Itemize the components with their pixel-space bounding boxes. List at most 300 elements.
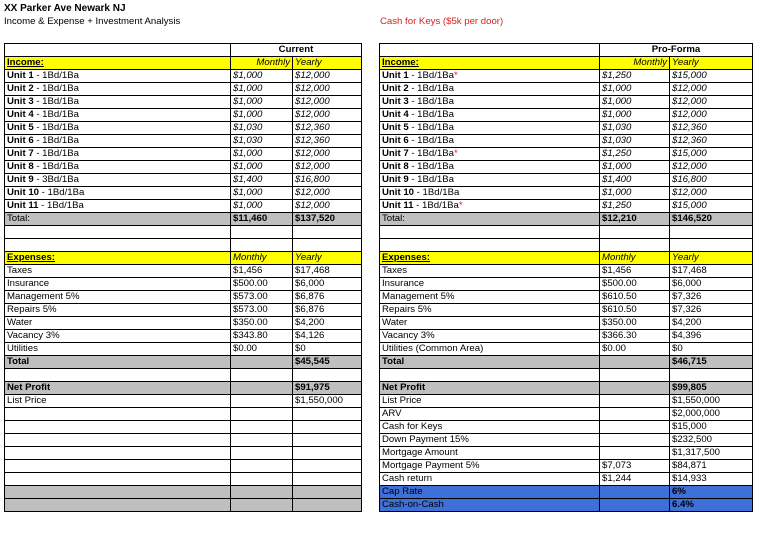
- blank-row: [380, 226, 753, 239]
- cell[interactable]: [5, 369, 231, 382]
- unit-yearly[interactable]: $16,800: [293, 174, 362, 187]
- unit-yearly[interactable]: $12,000: [293, 109, 362, 122]
- cell[interactable]: [231, 434, 293, 447]
- unit-label-cell[interactable]: [5, 122, 231, 135]
- unit-yearly[interactable]: $12,000: [670, 83, 753, 96]
- cell[interactable]: [293, 447, 362, 460]
- investment-monthly[interactable]: [600, 434, 670, 447]
- cell[interactable]: [5, 408, 231, 421]
- current-column-header[interactable]: Current: [231, 44, 362, 57]
- investment-label[interactable]: Mortgage Payment 5%: [380, 460, 600, 473]
- expense-label[interactable]: Utilities: [5, 343, 231, 356]
- investment-monthly[interactable]: [600, 408, 670, 421]
- income-label[interactable]: Income:: [380, 57, 600, 70]
- unit-row: [5, 200, 362, 213]
- unit-label-cell[interactable]: [5, 148, 231, 161]
- expense-monthly[interactable]: $0.00: [600, 343, 670, 356]
- cell[interactable]: [5, 44, 231, 57]
- unit-label-cell[interactable]: [5, 161, 231, 174]
- unit-type: - 1Bd/1Ba: [408, 70, 454, 81]
- unit-yearly[interactable]: $12,000: [670, 161, 753, 174]
- expense-label[interactable]: Water: [380, 317, 600, 330]
- expense-row: [5, 304, 362, 317]
- expense-yearly[interactable]: $6,876: [293, 291, 362, 304]
- unit-yearly[interactable]: $12,000: [670, 109, 753, 122]
- investment-label[interactable]: Cash return: [380, 473, 600, 486]
- total-yearly[interactable]: $137,520: [293, 213, 362, 226]
- cell[interactable]: [293, 421, 362, 434]
- income-label[interactable]: Income:: [5, 57, 231, 70]
- net-profit-label[interactable]: Net Profit: [380, 382, 600, 395]
- cell[interactable]: [231, 447, 293, 460]
- cell[interactable]: [231, 382, 293, 395]
- empty-row: [5, 460, 362, 473]
- cell[interactable]: [5, 226, 231, 239]
- unit-yearly[interactable]: $12,360: [293, 135, 362, 148]
- unit-monthly[interactable]: $1,030: [231, 135, 293, 148]
- investment-yearly[interactable]: $1,550,000: [670, 395, 753, 408]
- cell[interactable]: [231, 369, 293, 382]
- expense-label[interactable]: Taxes: [380, 265, 600, 278]
- unit-yearly[interactable]: $16,800: [670, 174, 753, 187]
- unit-row: [380, 161, 753, 174]
- cell[interactable]: [293, 486, 362, 499]
- unit-monthly[interactable]: $1,000: [600, 109, 670, 122]
- unit-asterisk: *: [454, 70, 458, 81]
- unit-monthly[interactable]: $1,400: [231, 174, 293, 187]
- cap-rate-value[interactable]: 6%: [670, 486, 753, 499]
- unit-monthly[interactable]: $1,000: [231, 161, 293, 174]
- unit-label-cell[interactable]: [380, 174, 600, 187]
- unit-label-cell[interactable]: [380, 109, 600, 122]
- pro-forma-income-header-row: [380, 57, 753, 70]
- unit-monthly[interactable]: $1,000: [231, 70, 293, 83]
- unit-name: Unit 10: [382, 187, 414, 198]
- unit-label-cell[interactable]: [5, 109, 231, 122]
- expense-row: [380, 330, 753, 343]
- pro-forma-net-profit-row: [380, 382, 753, 395]
- unit-row: [5, 174, 362, 187]
- unit-yearly[interactable]: $12,000: [293, 148, 362, 161]
- unit-type: - 1Bd/1Ba: [408, 148, 454, 159]
- cell[interactable]: [380, 44, 600, 57]
- cell[interactable]: [670, 226, 753, 239]
- unit-row: [380, 200, 753, 213]
- cell[interactable]: [293, 499, 362, 512]
- unit-type: - 1Bd/1Ba: [408, 161, 454, 172]
- unit-row: [380, 70, 753, 83]
- cell[interactable]: [293, 369, 362, 382]
- expense-yearly[interactable]: $0: [293, 343, 362, 356]
- unit-type: - 3Bd/1Ba: [33, 174, 79, 185]
- unit-yearly[interactable]: $12,360: [670, 122, 753, 135]
- net-profit-label[interactable]: Net Profit: [5, 382, 231, 395]
- empty-row: [5, 486, 362, 499]
- unit-type: - 1Bd/1Ba: [408, 135, 454, 146]
- expense-label[interactable]: Management 5%: [5, 291, 231, 304]
- current-expense-total-row: [5, 356, 362, 369]
- net-profit-yearly[interactable]: $99,805: [670, 382, 753, 395]
- unit-label-cell[interactable]: [5, 135, 231, 148]
- unit-label-cell[interactable]: [380, 122, 600, 135]
- pro-forma-analysis-table: [379, 43, 753, 512]
- investment-label[interactable]: List Price: [380, 395, 600, 408]
- unit-row: [380, 148, 753, 161]
- unit-monthly[interactable]: $1,000: [231, 200, 293, 213]
- cell[interactable]: [293, 460, 362, 473]
- unit-yearly[interactable]: $12,000: [670, 96, 753, 109]
- unit-label-cell[interactable]: [380, 200, 600, 213]
- cell[interactable]: [380, 369, 600, 382]
- investment-label[interactable]: Mortgage Amount: [380, 447, 600, 460]
- yearly-label[interactable]: Yearly: [670, 57, 753, 70]
- investment-yearly[interactable]: $232,500: [670, 434, 753, 447]
- expense-label[interactable]: Management 5%: [380, 291, 600, 304]
- unit-label-cell[interactable]: [5, 96, 231, 109]
- unit-name: Unit 5: [382, 122, 409, 133]
- unit-yearly[interactable]: $12,000: [293, 200, 362, 213]
- yearly-label[interactable]: Yearly: [670, 252, 753, 265]
- expense-label[interactable]: Taxes: [5, 265, 231, 278]
- blank-row: [5, 369, 362, 382]
- unit-monthly[interactable]: $1,000: [231, 83, 293, 96]
- investment-row: [380, 460, 753, 473]
- expense-yearly[interactable]: $17,468: [293, 265, 362, 278]
- unit-name: Unit 8: [382, 161, 409, 172]
- expense-row: [380, 317, 753, 330]
- expense-label[interactable]: Insurance: [5, 278, 231, 291]
- expense-row: [5, 291, 362, 304]
- unit-type: - 1Bd/1Ba: [39, 187, 85, 198]
- unit-monthly[interactable]: $1,000: [231, 148, 293, 161]
- cell[interactable]: [5, 460, 231, 473]
- blank-row: [380, 369, 753, 382]
- expense-monthly[interactable]: $350.00: [600, 317, 670, 330]
- unit-label-cell[interactable]: [5, 200, 231, 213]
- unit-yearly[interactable]: $15,000: [670, 148, 753, 161]
- cell[interactable]: [600, 226, 670, 239]
- expense-monthly[interactable]: $500.00: [231, 278, 293, 291]
- yearly-label[interactable]: Yearly: [293, 252, 362, 265]
- unit-monthly[interactable]: $1,000: [600, 83, 670, 96]
- unit-row: [380, 109, 753, 122]
- unit-yearly[interactable]: $12,000: [293, 70, 362, 83]
- unit-monthly[interactable]: $1,000: [600, 187, 670, 200]
- monthly-label[interactable]: Monthly: [600, 252, 670, 265]
- cell[interactable]: [600, 239, 670, 252]
- cap-rate-label[interactable]: Cap Rate: [380, 486, 600, 499]
- list-price-row: [5, 395, 362, 408]
- expense-yearly[interactable]: $0: [670, 343, 753, 356]
- expense-monthly[interactable]: $0.00: [231, 343, 293, 356]
- cell[interactable]: [231, 356, 293, 369]
- unit-label-cell[interactable]: [380, 83, 600, 96]
- unit-monthly[interactable]: $1,030: [600, 122, 670, 135]
- expense-yearly[interactable]: $4,200: [293, 317, 362, 330]
- unit-type: - 1Bd/1Ba: [414, 187, 460, 198]
- investment-monthly[interactable]: $1,244: [600, 473, 670, 486]
- unit-monthly[interactable]: $1,000: [231, 96, 293, 109]
- monthly-label[interactable]: Monthly: [231, 57, 293, 70]
- cash-on-cash-label[interactable]: Cash-on-Cash: [380, 499, 600, 512]
- current-expenses-header-row: [5, 252, 362, 265]
- cell[interactable]: [380, 226, 600, 239]
- expenses-label[interactable]: Expenses:: [5, 252, 231, 265]
- cell[interactable]: [600, 486, 670, 499]
- expense-label[interactable]: Repairs 5%: [5, 304, 231, 317]
- unit-label-cell[interactable]: [5, 70, 231, 83]
- investment-yearly[interactable]: $2,000,000: [670, 408, 753, 421]
- expense-row: [380, 343, 753, 356]
- cell[interactable]: [600, 499, 670, 512]
- empty-row: [5, 434, 362, 447]
- unit-label-cell[interactable]: [5, 187, 231, 200]
- cell[interactable]: [5, 447, 231, 460]
- unit-yearly[interactable]: $12,000: [293, 161, 362, 174]
- pro-forma-column-header[interactable]: Pro-Forma: [600, 44, 753, 57]
- expense-yearly[interactable]: $17,468: [670, 265, 753, 278]
- empty-row: [5, 421, 362, 434]
- unit-monthly[interactable]: $1,030: [600, 135, 670, 148]
- investment-monthly[interactable]: [600, 421, 670, 434]
- unit-monthly[interactable]: $1,000: [231, 187, 293, 200]
- cell[interactable]: [293, 239, 362, 252]
- expense-label[interactable]: Utilities (Common Area): [380, 343, 600, 356]
- unit-label-cell[interactable]: [380, 161, 600, 174]
- empty-row: [5, 447, 362, 460]
- blank-row: [5, 226, 362, 239]
- blank-row: [5, 239, 362, 252]
- unit-monthly[interactable]: $1,250: [600, 70, 670, 83]
- unit-yearly[interactable]: $15,000: [670, 70, 753, 83]
- unit-name: Unit 4: [7, 109, 34, 120]
- pro-forma-expense-rows: [380, 265, 753, 356]
- unit-row: [5, 148, 362, 161]
- expense-yearly[interactable]: $6,000: [670, 278, 753, 291]
- expense-monthly[interactable]: $366.30: [600, 330, 670, 343]
- cell[interactable]: [231, 395, 293, 408]
- expense-monthly[interactable]: $573.00: [231, 291, 293, 304]
- cell[interactable]: [293, 434, 362, 447]
- expense-row: [5, 317, 362, 330]
- expense-monthly[interactable]: $610.50: [600, 291, 670, 304]
- total-yearly[interactable]: $146,520: [670, 213, 753, 226]
- expense-label[interactable]: Water: [5, 317, 231, 330]
- unit-label-cell[interactable]: [5, 83, 231, 96]
- investment-row: [380, 473, 753, 486]
- pro-forma-header-row: [380, 44, 753, 57]
- monthly-label[interactable]: Monthly: [600, 57, 670, 70]
- cell[interactable]: [231, 499, 293, 512]
- unit-label-cell[interactable]: [380, 96, 600, 109]
- expense-monthly[interactable]: $343.80: [231, 330, 293, 343]
- unit-yearly[interactable]: $15,000: [670, 200, 753, 213]
- unit-row: [5, 70, 362, 83]
- unit-type: - 1Bd/1Ba: [33, 148, 79, 159]
- expense-label[interactable]: Repairs 5%: [380, 304, 600, 317]
- cell[interactable]: [380, 239, 600, 252]
- unit-yearly[interactable]: $12,000: [293, 187, 362, 200]
- total-label[interactable]: Total:: [380, 213, 600, 226]
- expense-total-label[interactable]: Total: [380, 356, 600, 369]
- cell[interactable]: [5, 434, 231, 447]
- cell[interactable]: [293, 408, 362, 421]
- expense-yearly[interactable]: $7,326: [670, 304, 753, 317]
- expense-yearly[interactable]: $6,000: [293, 278, 362, 291]
- cell[interactable]: [600, 369, 670, 382]
- current-expense-rows: [5, 265, 362, 356]
- unit-name: Unit 9: [7, 174, 34, 185]
- unit-name: Unit 6: [7, 135, 34, 146]
- investment-row: [380, 447, 753, 460]
- unit-name: Unit 7: [382, 148, 409, 159]
- unit-type: - 1Bd/1Ba: [33, 70, 79, 81]
- cell[interactable]: [670, 369, 753, 382]
- unit-monthly[interactable]: $1,250: [600, 200, 670, 213]
- unit-row: [5, 187, 362, 200]
- cell[interactable]: [600, 356, 670, 369]
- unit-name: Unit 11: [7, 200, 39, 211]
- unit-yearly[interactable]: $12,360: [293, 122, 362, 135]
- sheet-subtitle: Income & Expense + Investment Analysis: [4, 16, 181, 27]
- cash-for-keys-note: Cash for Keys ($5k per door): [380, 16, 504, 27]
- cell[interactable]: [231, 460, 293, 473]
- expense-monthly[interactable]: $610.50: [600, 304, 670, 317]
- expense-label[interactable]: Insurance: [380, 278, 600, 291]
- unit-yearly[interactable]: $12,000: [670, 187, 753, 200]
- expense-total-yearly[interactable]: $45,545: [293, 356, 362, 369]
- current-net-profit-row: [5, 382, 362, 395]
- expense-monthly[interactable]: $1,456: [231, 265, 293, 278]
- current-income-total-row: [5, 213, 362, 226]
- net-profit-yearly[interactable]: $91,975: [293, 382, 362, 395]
- total-label[interactable]: Total:: [5, 213, 231, 226]
- pro-forma-unit-rows: [380, 70, 753, 213]
- cell[interactable]: [670, 239, 753, 252]
- cell[interactable]: [231, 421, 293, 434]
- total-monthly[interactable]: $11,460: [231, 213, 293, 226]
- unit-label-cell[interactable]: [380, 70, 600, 83]
- expense-total-yearly[interactable]: $46,715: [670, 356, 753, 369]
- unit-row: [380, 174, 753, 187]
- cell[interactable]: [5, 486, 231, 499]
- cell[interactable]: [231, 239, 293, 252]
- unit-monthly[interactable]: $1,000: [600, 96, 670, 109]
- unit-monthly[interactable]: $1,000: [231, 109, 293, 122]
- total-monthly[interactable]: $12,210: [600, 213, 670, 226]
- investment-label[interactable]: Down Payment 15%: [380, 434, 600, 447]
- cash-on-cash-value[interactable]: 6.4%: [670, 499, 753, 512]
- unit-type: - 1Bd/1Ba: [33, 96, 79, 107]
- unit-name: Unit 2: [7, 83, 34, 94]
- investment-label[interactable]: Cash for Keys: [380, 421, 600, 434]
- expenses-label[interactable]: Expenses:: [380, 252, 600, 265]
- unit-monthly[interactable]: $1,030: [231, 122, 293, 135]
- cell[interactable]: [5, 473, 231, 486]
- unit-monthly[interactable]: $1,250: [600, 148, 670, 161]
- investment-monthly[interactable]: [600, 447, 670, 460]
- unit-type: - 1Bd/1Ba: [33, 122, 79, 133]
- unit-label-cell[interactable]: [380, 187, 600, 200]
- investment-yearly[interactable]: $1,317,500: [670, 447, 753, 460]
- unit-monthly[interactable]: $1,000: [600, 161, 670, 174]
- unit-row: [5, 161, 362, 174]
- cell[interactable]: [5, 499, 231, 512]
- unit-name: Unit 5: [7, 122, 34, 133]
- cash-on-cash-row: [380, 499, 753, 512]
- expense-yearly[interactable]: $7,326: [670, 291, 753, 304]
- current-analysis-table: [4, 43, 362, 512]
- expense-monthly[interactable]: $573.00: [231, 304, 293, 317]
- pro-forma-income-total-row: [380, 213, 753, 226]
- unit-name: Unit 3: [382, 96, 409, 107]
- expense-monthly[interactable]: $1,456: [600, 265, 670, 278]
- unit-label-cell[interactable]: [5, 174, 231, 187]
- unit-row: [5, 122, 362, 135]
- unit-type: - 1Bd/1Ba: [33, 135, 79, 146]
- cell[interactable]: [600, 382, 670, 395]
- cell[interactable]: [293, 473, 362, 486]
- unit-asterisk: *: [454, 148, 458, 159]
- expense-yearly[interactable]: $4,200: [670, 317, 753, 330]
- list-price-value[interactable]: $1,550,000: [293, 395, 362, 408]
- cell[interactable]: [231, 226, 293, 239]
- unit-row: [380, 187, 753, 200]
- cell[interactable]: [231, 408, 293, 421]
- unit-yearly[interactable]: $12,000: [293, 96, 362, 109]
- expense-yearly[interactable]: $6,876: [293, 304, 362, 317]
- cell[interactable]: [231, 473, 293, 486]
- cell[interactable]: [293, 226, 362, 239]
- expense-total-label[interactable]: Total: [5, 356, 231, 369]
- expense-label[interactable]: Vacancy 3%: [5, 330, 231, 343]
- investment-row: [380, 395, 753, 408]
- investment-rows: [380, 395, 753, 486]
- investment-row: [380, 421, 753, 434]
- unit-row: [5, 96, 362, 109]
- investment-yearly[interactable]: $84,871: [670, 460, 753, 473]
- list-price-label[interactable]: List Price: [5, 395, 231, 408]
- expense-yearly[interactable]: $4,396: [670, 330, 753, 343]
- cell[interactable]: [5, 239, 231, 252]
- investment-yearly[interactable]: $14,933: [670, 473, 753, 486]
- investment-yearly[interactable]: $15,000: [670, 421, 753, 434]
- unit-name: Unit 6: [382, 135, 409, 146]
- expense-label[interactable]: Vacancy 3%: [380, 330, 600, 343]
- unit-label-cell[interactable]: [380, 135, 600, 148]
- monthly-label[interactable]: Monthly: [231, 252, 293, 265]
- investment-monthly[interactable]: $7,073: [600, 460, 670, 473]
- investment-label[interactable]: ARV: [380, 408, 600, 421]
- cell[interactable]: [5, 421, 231, 434]
- expense-row: [380, 278, 753, 291]
- investment-monthly[interactable]: [600, 395, 670, 408]
- cell[interactable]: [231, 486, 293, 499]
- unit-asterisk: *: [458, 200, 463, 211]
- unit-row: [380, 83, 753, 96]
- expense-monthly[interactable]: $500.00: [600, 278, 670, 291]
- unit-label-cell[interactable]: [380, 148, 600, 161]
- unit-yearly[interactable]: $12,000: [293, 83, 362, 96]
- unit-type: - 1Bd/1Ba: [408, 109, 454, 120]
- expense-yearly[interactable]: $4,126: [293, 330, 362, 343]
- expense-monthly[interactable]: $350.00: [231, 317, 293, 330]
- unit-yearly[interactable]: $12,360: [670, 135, 753, 148]
- unit-monthly[interactable]: $1,400: [600, 174, 670, 187]
- investment-row: [380, 434, 753, 447]
- unit-row: [380, 135, 753, 148]
- yearly-label[interactable]: Yearly: [293, 57, 362, 70]
